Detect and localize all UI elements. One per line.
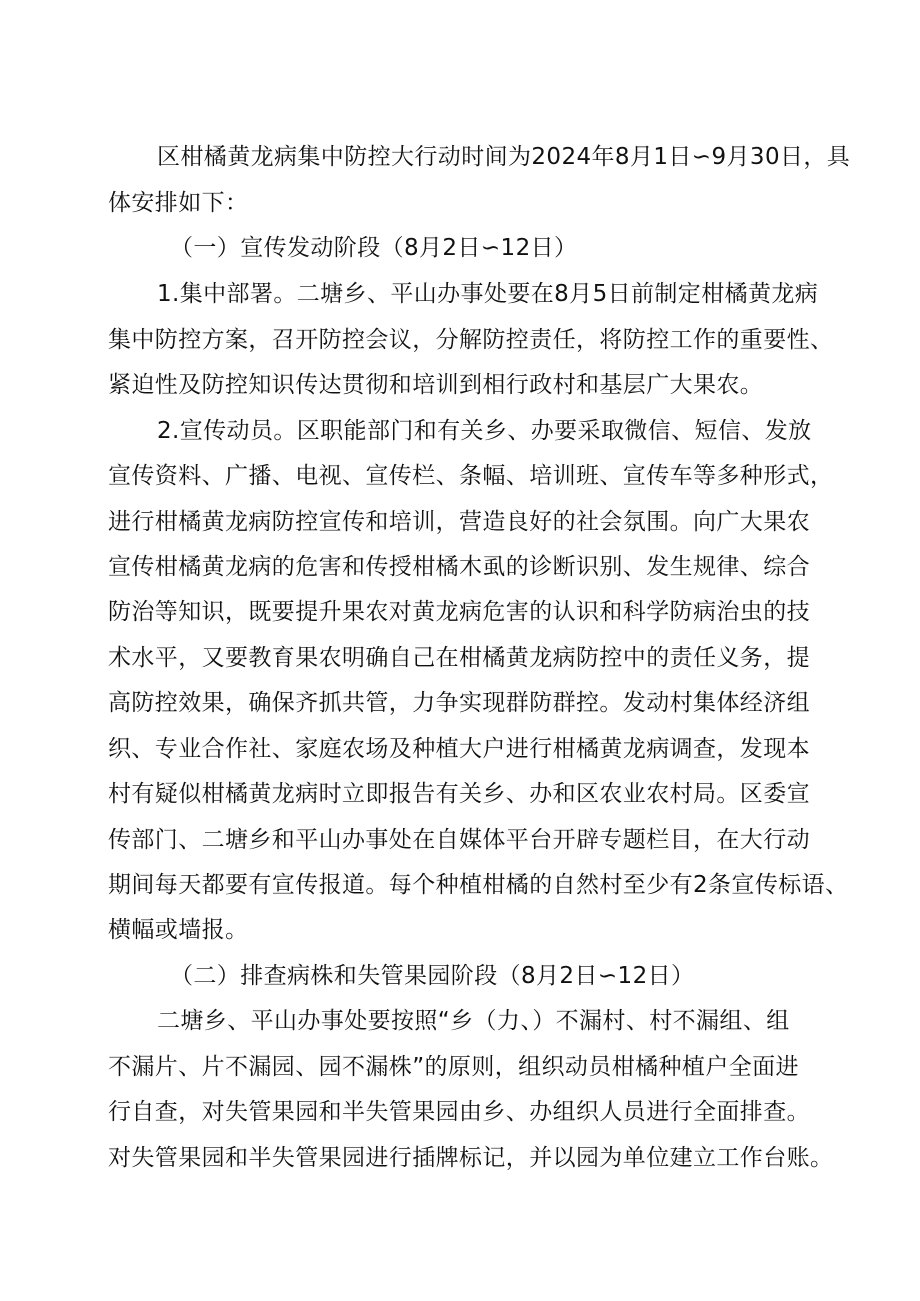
body-text-line: 术水平，又要教育果农明确自己在柑橘黄龙病防控中的责任义务，提 bbox=[108, 645, 810, 671]
body-text-line: 二塘乡、平山办事处要按照“乡（力、）不漏村、村不漏组、组 bbox=[157, 1008, 790, 1034]
body-text-line: 传部门、二塘乡和平山办事处在自媒体平台开辟专题栏目，在大行动 bbox=[108, 827, 810, 853]
body-text-line: 体安排如下： bbox=[108, 190, 249, 216]
body-text-line: 1.集中部署。二塘乡、平山办事处要在8月5日前制定柑橘黄龙病 bbox=[157, 281, 819, 307]
body-text-line: 横幅或墙报。 bbox=[108, 917, 249, 943]
body-text-line: 2.宣传动员。区职能部门和有关乡、办要采取微信、短信、发放 bbox=[157, 418, 812, 444]
body-text-line: 村有疑似柑橘黄龙病时立即报告有关乡、办和区农业农村局。区委宣 bbox=[108, 781, 810, 807]
body-text-line: 宣传柑橘黄龙病的危害和传授柑橘木虱的诊断识别、发生规律、综合 bbox=[108, 554, 810, 580]
body-text-line: 高防控效果，确保齐抓共管，力争实现群防群控。发动村集体经济组 bbox=[108, 690, 810, 716]
body-text-line: 进行柑橘黄龙病防控宣传和培训，营造良好的社会氛围。向广大果农 bbox=[108, 509, 810, 535]
body-text-line: 期间每天都要有宣传报道。每个种植柑橘的自然村至少有2条宣传标语、 bbox=[108, 872, 849, 898]
body-text-line: 对失管果园和半失管果园进行插牌标记，并以园为单位建立工作台账。 bbox=[108, 1145, 834, 1171]
body-text-line: 行自查，对失管果园和半失管果园由乡、办组织人员进行全面排查。 bbox=[108, 1099, 810, 1125]
body-text-line: 织、专业合作社、家庭农场及种植大户进行柑橘黄龙病调查，发现本 bbox=[108, 736, 810, 762]
body-text-line: 不漏片、片不漏园、园不漏株”的原则，组织动员柑橘种植户全面进 bbox=[108, 1054, 799, 1080]
section-heading-inspection: （二）排查病株和失管果园阶段（8月2日∽12日） bbox=[170, 963, 695, 989]
body-text-line: 宣传资料、广播、电视、宣传栏、条幅、培训班、宣传车等多种形式， bbox=[108, 463, 834, 489]
section-heading-publicity: （一）宣传发动阶段（8月2日∽12日） bbox=[170, 235, 578, 261]
body-text-line: 集中防控方案，召开防控会议，分解防控责任，将防控工作的重要性、 bbox=[108, 327, 834, 353]
body-text-line: 紧迫性及防控知识传达贯彻和培训到相行政村和基层广大果农。 bbox=[108, 372, 764, 398]
body-text-line: 防治等知识，既要提升果农对黄龙病危害的认识和科学防病治虫的技 bbox=[108, 599, 810, 625]
body-text-line: 区柑橘黄龙病集中防控大行动时间为2024年8月1日∽9月30日，具 bbox=[157, 144, 851, 170]
